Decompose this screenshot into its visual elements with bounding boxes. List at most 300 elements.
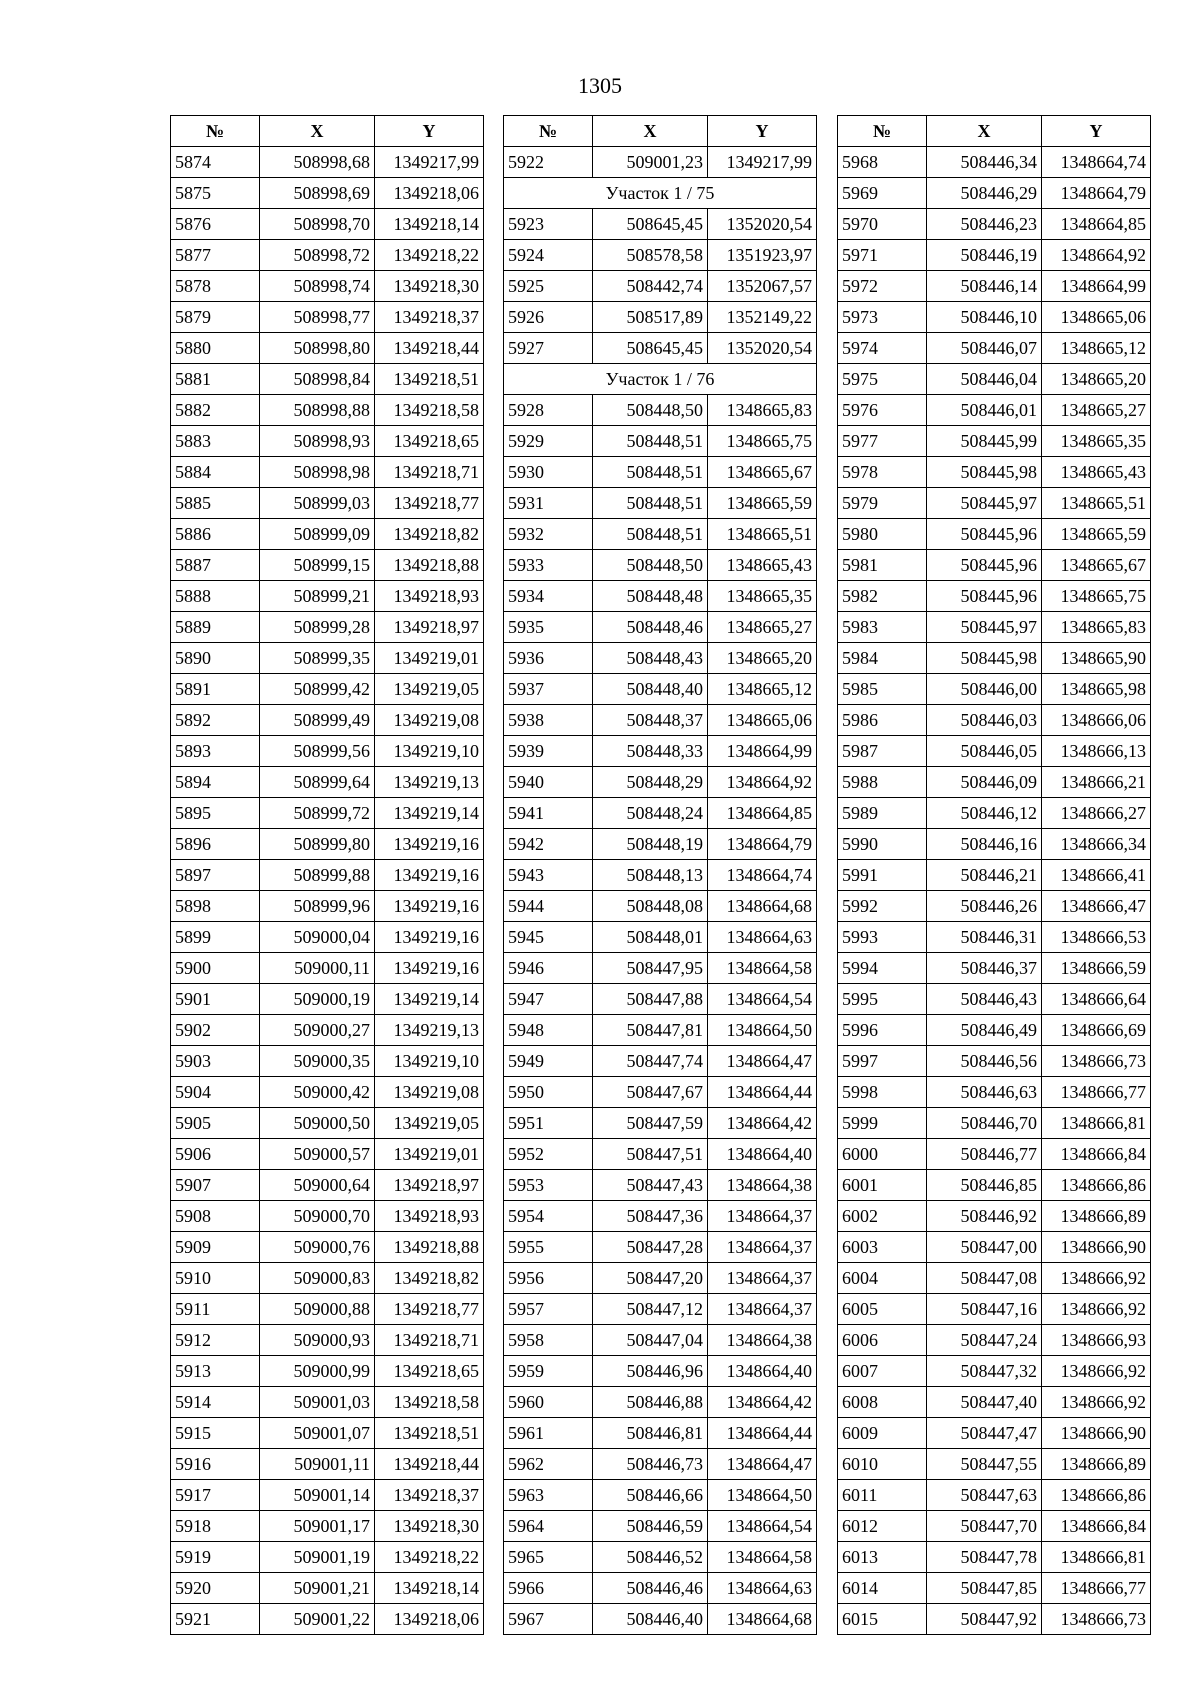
point-number: 5885 xyxy=(171,488,260,519)
point-number: 5986 xyxy=(838,705,927,736)
x-coordinate: 508446,07 xyxy=(927,333,1042,364)
x-coordinate: 508448,37 xyxy=(593,705,708,736)
x-coordinate: 508448,43 xyxy=(593,643,708,674)
table-row xyxy=(838,891,1151,922)
table-row xyxy=(838,271,1151,302)
x-coordinate: 508445,97 xyxy=(927,488,1042,519)
table-row xyxy=(171,891,484,922)
x-coordinate: 508447,20 xyxy=(593,1263,708,1294)
y-coordinate: 1348666,92 xyxy=(1042,1263,1151,1294)
y-coordinate: 1348664,47 xyxy=(708,1449,817,1480)
column-header-x: X xyxy=(260,116,375,147)
table-row xyxy=(838,860,1151,891)
x-coordinate: 508442,74 xyxy=(593,271,708,302)
y-coordinate: 1349218,93 xyxy=(375,581,484,612)
point-number: 5915 xyxy=(171,1418,260,1449)
y-coordinate: 1348666,06 xyxy=(1042,705,1151,736)
y-coordinate: 1349218,14 xyxy=(375,1573,484,1604)
table-row xyxy=(504,457,817,488)
x-coordinate: 508447,95 xyxy=(593,953,708,984)
x-coordinate: 508446,96 xyxy=(593,1356,708,1387)
y-coordinate: 1348664,50 xyxy=(708,1015,817,1046)
point-number: 5983 xyxy=(838,612,927,643)
y-coordinate: 1352149,22 xyxy=(708,302,817,333)
x-coordinate: 508446,63 xyxy=(927,1077,1042,1108)
y-coordinate: 1352020,54 xyxy=(708,209,817,240)
y-coordinate: 1349218,88 xyxy=(375,550,484,581)
x-coordinate: 508517,89 xyxy=(593,302,708,333)
point-number: 5961 xyxy=(504,1418,593,1449)
table-row xyxy=(171,1387,484,1418)
point-number: 5960 xyxy=(504,1387,593,1418)
section-title: Участок 1 / 76 xyxy=(504,364,817,395)
point-number: 5938 xyxy=(504,705,593,736)
y-coordinate: 1349219,08 xyxy=(375,705,484,736)
table-row xyxy=(504,1604,817,1635)
table-row xyxy=(504,767,817,798)
x-coordinate: 508998,68 xyxy=(260,147,375,178)
point-number: 5909 xyxy=(171,1232,260,1263)
table-row xyxy=(171,1015,484,1046)
x-coordinate: 509001,03 xyxy=(260,1387,375,1418)
table-row xyxy=(838,674,1151,705)
point-number: 5937 xyxy=(504,674,593,705)
x-coordinate: 508447,40 xyxy=(927,1387,1042,1418)
y-coordinate: 1348665,59 xyxy=(1042,519,1151,550)
x-coordinate: 508448,51 xyxy=(593,488,708,519)
x-coordinate: 508446,10 xyxy=(927,302,1042,333)
y-coordinate: 1348666,69 xyxy=(1042,1015,1151,1046)
point-number: 6009 xyxy=(838,1418,927,1449)
table-row xyxy=(171,1263,484,1294)
table-row xyxy=(504,860,817,891)
table-row xyxy=(838,1325,1151,1356)
table-row xyxy=(171,736,484,767)
x-coordinate: 509000,04 xyxy=(260,922,375,953)
table-row xyxy=(838,1573,1151,1604)
y-coordinate: 1348666,21 xyxy=(1042,767,1151,798)
x-coordinate: 508999,21 xyxy=(260,581,375,612)
table-row xyxy=(171,178,484,209)
x-coordinate: 508446,81 xyxy=(593,1418,708,1449)
point-number: 5996 xyxy=(838,1015,927,1046)
table-row xyxy=(504,581,817,612)
table-row xyxy=(171,457,484,488)
y-coordinate: 1348665,20 xyxy=(708,643,817,674)
x-coordinate: 508999,80 xyxy=(260,829,375,860)
point-number: 5971 xyxy=(838,240,927,271)
y-coordinate: 1349218,65 xyxy=(375,1356,484,1387)
table-row xyxy=(838,705,1151,736)
x-coordinate: 508445,98 xyxy=(927,643,1042,674)
y-coordinate: 1348666,92 xyxy=(1042,1387,1151,1418)
y-coordinate: 1349218,97 xyxy=(375,1170,484,1201)
x-coordinate: 509001,07 xyxy=(260,1418,375,1449)
point-number: 5934 xyxy=(504,581,593,612)
y-coordinate: 1348664,68 xyxy=(708,891,817,922)
y-coordinate: 1348664,92 xyxy=(1042,240,1151,271)
point-number: 5929 xyxy=(504,426,593,457)
point-number: 6006 xyxy=(838,1325,927,1356)
table-row xyxy=(838,953,1151,984)
table-row xyxy=(838,333,1151,364)
point-number: 5940 xyxy=(504,767,593,798)
table-row xyxy=(171,1449,484,1480)
point-number: 5947 xyxy=(504,984,593,1015)
y-coordinate: 1349218,93 xyxy=(375,1201,484,1232)
y-coordinate: 1348665,75 xyxy=(708,426,817,457)
point-number: 5962 xyxy=(504,1449,593,1480)
y-coordinate: 1348666,90 xyxy=(1042,1232,1151,1263)
y-coordinate: 1348666,73 xyxy=(1042,1604,1151,1635)
y-coordinate: 1349219,01 xyxy=(375,643,484,674)
x-coordinate: 508448,08 xyxy=(593,891,708,922)
table-row xyxy=(838,767,1151,798)
point-number: 5977 xyxy=(838,426,927,457)
x-coordinate: 508446,49 xyxy=(927,1015,1042,1046)
point-number: 5907 xyxy=(171,1170,260,1201)
point-number: 5919 xyxy=(171,1542,260,1573)
point-number: 5981 xyxy=(838,550,927,581)
table-row xyxy=(838,581,1151,612)
point-number: 5931 xyxy=(504,488,593,519)
y-coordinate: 1348666,53 xyxy=(1042,922,1151,953)
y-coordinate: 1349218,97 xyxy=(375,612,484,643)
y-coordinate: 1348665,90 xyxy=(1042,643,1151,674)
point-number: 5965 xyxy=(504,1542,593,1573)
y-coordinate: 1348664,38 xyxy=(708,1170,817,1201)
point-number: 5879 xyxy=(171,302,260,333)
point-number: 5959 xyxy=(504,1356,593,1387)
y-coordinate: 1348664,85 xyxy=(708,798,817,829)
x-coordinate: 509000,70 xyxy=(260,1201,375,1232)
x-coordinate: 508448,29 xyxy=(593,767,708,798)
point-number: 5920 xyxy=(171,1573,260,1604)
point-number: 5984 xyxy=(838,643,927,674)
table-row xyxy=(171,333,484,364)
x-coordinate: 508446,23 xyxy=(927,209,1042,240)
x-coordinate: 508446,92 xyxy=(927,1201,1042,1232)
table-row xyxy=(171,1418,484,1449)
point-number: 5912 xyxy=(171,1325,260,1356)
x-coordinate: 508999,03 xyxy=(260,488,375,519)
table-row xyxy=(838,1232,1151,1263)
x-coordinate: 508998,77 xyxy=(260,302,375,333)
x-coordinate: 508446,73 xyxy=(593,1449,708,1480)
point-number: 6010 xyxy=(838,1449,927,1480)
table-row xyxy=(504,209,817,240)
x-coordinate: 508445,96 xyxy=(927,550,1042,581)
section-row xyxy=(504,178,817,209)
point-number: 6004 xyxy=(838,1263,927,1294)
x-coordinate: 508998,93 xyxy=(260,426,375,457)
y-coordinate: 1348664,99 xyxy=(1042,271,1151,302)
table-row xyxy=(504,1015,817,1046)
table-row xyxy=(504,1573,817,1604)
table-row xyxy=(838,1480,1151,1511)
x-coordinate: 508446,37 xyxy=(927,953,1042,984)
y-coordinate: 1348664,40 xyxy=(708,1139,817,1170)
x-coordinate: 508999,09 xyxy=(260,519,375,550)
column-header-x: X xyxy=(927,116,1042,147)
table-row xyxy=(171,1542,484,1573)
table-row xyxy=(504,302,817,333)
x-coordinate: 508447,12 xyxy=(593,1294,708,1325)
point-number: 5995 xyxy=(838,984,927,1015)
y-coordinate: 1348665,67 xyxy=(708,457,817,488)
y-coordinate: 1348665,83 xyxy=(1042,612,1151,643)
x-coordinate: 508447,78 xyxy=(927,1542,1042,1573)
y-coordinate: 1348664,44 xyxy=(708,1077,817,1108)
table-row xyxy=(504,1294,817,1325)
point-number: 5953 xyxy=(504,1170,593,1201)
point-number: 5935 xyxy=(504,612,593,643)
y-coordinate: 1348665,35 xyxy=(708,581,817,612)
point-number: 5963 xyxy=(504,1480,593,1511)
point-number: 5903 xyxy=(171,1046,260,1077)
y-coordinate: 1348666,92 xyxy=(1042,1294,1151,1325)
table-row xyxy=(838,1294,1151,1325)
point-number: 5939 xyxy=(504,736,593,767)
point-number: 5970 xyxy=(838,209,927,240)
table-row xyxy=(171,147,484,178)
y-coordinate: 1348664,58 xyxy=(708,953,817,984)
y-coordinate: 1349218,71 xyxy=(375,457,484,488)
table-row xyxy=(838,178,1151,209)
table-row xyxy=(838,1387,1151,1418)
table-row xyxy=(504,984,817,1015)
y-coordinate: 1348665,83 xyxy=(708,395,817,426)
table-row xyxy=(838,1604,1151,1635)
point-number: 6015 xyxy=(838,1604,927,1635)
x-coordinate: 508447,24 xyxy=(927,1325,1042,1356)
column-header-number: № xyxy=(171,116,260,147)
x-coordinate: 508448,50 xyxy=(593,395,708,426)
y-coordinate: 1349218,51 xyxy=(375,364,484,395)
y-coordinate: 1348666,81 xyxy=(1042,1108,1151,1139)
table-row xyxy=(171,271,484,302)
point-number: 5978 xyxy=(838,457,927,488)
y-coordinate: 1348666,90 xyxy=(1042,1418,1151,1449)
point-number: 5950 xyxy=(504,1077,593,1108)
y-coordinate: 1348665,27 xyxy=(1042,395,1151,426)
table-row xyxy=(504,147,817,178)
x-coordinate: 509001,19 xyxy=(260,1542,375,1573)
point-number: 5926 xyxy=(504,302,593,333)
point-number: 5946 xyxy=(504,953,593,984)
point-number: 6008 xyxy=(838,1387,927,1418)
point-number: 5892 xyxy=(171,705,260,736)
point-number: 5951 xyxy=(504,1108,593,1139)
x-coordinate: 508999,15 xyxy=(260,550,375,581)
table-row xyxy=(504,1480,817,1511)
table-row xyxy=(504,519,817,550)
table-row xyxy=(504,705,817,736)
x-coordinate: 508446,09 xyxy=(927,767,1042,798)
x-coordinate: 508446,66 xyxy=(593,1480,708,1511)
table-row xyxy=(171,612,484,643)
table-row xyxy=(838,488,1151,519)
y-coordinate: 1348665,51 xyxy=(708,519,817,550)
point-number: 5894 xyxy=(171,767,260,798)
point-number: 5923 xyxy=(504,209,593,240)
table-row xyxy=(171,829,484,860)
table-row xyxy=(838,643,1151,674)
coordinates-table-3 xyxy=(837,115,1151,1635)
point-number: 5968 xyxy=(838,147,927,178)
x-coordinate: 508447,08 xyxy=(927,1263,1042,1294)
point-number: 5954 xyxy=(504,1201,593,1232)
y-coordinate: 1349218,37 xyxy=(375,1480,484,1511)
table-row xyxy=(838,550,1151,581)
y-coordinate: 1349218,77 xyxy=(375,488,484,519)
table-row xyxy=(838,798,1151,829)
x-coordinate: 508998,70 xyxy=(260,209,375,240)
table-row xyxy=(171,240,484,271)
y-coordinate: 1348665,20 xyxy=(1042,364,1151,395)
table-row xyxy=(838,829,1151,860)
table-row xyxy=(171,1046,484,1077)
y-coordinate: 1348664,58 xyxy=(708,1542,817,1573)
table-header-row xyxy=(171,116,484,147)
x-coordinate: 508447,43 xyxy=(593,1170,708,1201)
table-row xyxy=(504,1263,817,1294)
x-coordinate: 508448,13 xyxy=(593,860,708,891)
x-coordinate: 508448,19 xyxy=(593,829,708,860)
table-row xyxy=(838,147,1151,178)
table-row xyxy=(504,922,817,953)
x-coordinate: 508446,16 xyxy=(927,829,1042,860)
x-coordinate: 509001,21 xyxy=(260,1573,375,1604)
y-coordinate: 1348666,77 xyxy=(1042,1077,1151,1108)
x-coordinate: 509001,23 xyxy=(593,147,708,178)
table-row xyxy=(171,798,484,829)
x-coordinate: 508448,24 xyxy=(593,798,708,829)
table-row xyxy=(171,1604,484,1635)
table-row xyxy=(171,1201,484,1232)
y-coordinate: 1348664,37 xyxy=(708,1201,817,1232)
point-number: 5908 xyxy=(171,1201,260,1232)
point-number: 5924 xyxy=(504,240,593,271)
y-coordinate: 1348666,89 xyxy=(1042,1449,1151,1480)
y-coordinate: 1348666,47 xyxy=(1042,891,1151,922)
x-coordinate: 509000,42 xyxy=(260,1077,375,1108)
x-coordinate: 508448,50 xyxy=(593,550,708,581)
table-row xyxy=(504,1387,817,1418)
point-number: 5952 xyxy=(504,1139,593,1170)
point-number: 5896 xyxy=(171,829,260,860)
table-row xyxy=(171,1480,484,1511)
y-coordinate: 1348664,37 xyxy=(708,1232,817,1263)
y-coordinate: 1349218,58 xyxy=(375,395,484,426)
x-coordinate: 508446,04 xyxy=(927,364,1042,395)
y-coordinate: 1348666,89 xyxy=(1042,1201,1151,1232)
x-coordinate: 508999,28 xyxy=(260,612,375,643)
point-number: 5966 xyxy=(504,1573,593,1604)
x-coordinate: 508998,72 xyxy=(260,240,375,271)
x-coordinate: 508999,72 xyxy=(260,798,375,829)
x-coordinate: 508448,51 xyxy=(593,426,708,457)
x-coordinate: 508446,19 xyxy=(927,240,1042,271)
point-number: 5964 xyxy=(504,1511,593,1542)
point-number: 5910 xyxy=(171,1263,260,1294)
column-header-y: Y xyxy=(708,116,817,147)
y-coordinate: 1349218,22 xyxy=(375,1542,484,1573)
coordinates-table-1 xyxy=(170,115,484,1635)
table-row xyxy=(504,395,817,426)
y-coordinate: 1349218,82 xyxy=(375,1263,484,1294)
page-number: 1305 xyxy=(578,73,622,98)
table-row xyxy=(838,395,1151,426)
x-coordinate: 508447,92 xyxy=(927,1604,1042,1635)
y-coordinate: 1349219,01 xyxy=(375,1139,484,1170)
x-coordinate: 508998,88 xyxy=(260,395,375,426)
x-coordinate: 508447,16 xyxy=(927,1294,1042,1325)
y-coordinate: 1349218,44 xyxy=(375,1449,484,1480)
y-coordinate: 1349218,77 xyxy=(375,1294,484,1325)
table-row xyxy=(504,829,817,860)
table-row xyxy=(171,488,484,519)
point-number: 5884 xyxy=(171,457,260,488)
table-row xyxy=(838,984,1151,1015)
table-row xyxy=(504,550,817,581)
x-coordinate: 508446,40 xyxy=(593,1604,708,1635)
table-row xyxy=(504,426,817,457)
x-coordinate: 508446,00 xyxy=(927,674,1042,705)
point-number: 5906 xyxy=(171,1139,260,1170)
y-coordinate: 1348666,84 xyxy=(1042,1139,1151,1170)
y-coordinate: 1348665,06 xyxy=(1042,302,1151,333)
y-coordinate: 1348664,44 xyxy=(708,1418,817,1449)
table-row xyxy=(171,426,484,457)
point-number: 5975 xyxy=(838,364,927,395)
point-number: 5997 xyxy=(838,1046,927,1077)
y-coordinate: 1349218,30 xyxy=(375,271,484,302)
point-number: 5891 xyxy=(171,674,260,705)
point-number: 5925 xyxy=(504,271,593,302)
y-coordinate: 1349219,16 xyxy=(375,860,484,891)
point-number: 5911 xyxy=(171,1294,260,1325)
table-row xyxy=(838,519,1151,550)
point-number: 5900 xyxy=(171,953,260,984)
table-row xyxy=(171,209,484,240)
table-row xyxy=(504,798,817,829)
x-coordinate: 509000,35 xyxy=(260,1046,375,1077)
y-coordinate: 1348664,63 xyxy=(708,922,817,953)
y-coordinate: 1348664,42 xyxy=(708,1108,817,1139)
point-number: 5901 xyxy=(171,984,260,1015)
x-coordinate: 509000,50 xyxy=(260,1108,375,1139)
point-number: 5881 xyxy=(171,364,260,395)
x-coordinate: 508645,45 xyxy=(593,333,708,364)
y-coordinate: 1349217,99 xyxy=(375,147,484,178)
table-row xyxy=(171,302,484,333)
table-row xyxy=(171,643,484,674)
y-coordinate: 1348664,63 xyxy=(708,1573,817,1604)
table-row xyxy=(838,736,1151,767)
x-coordinate: 508446,59 xyxy=(593,1511,708,1542)
y-coordinate: 1349218,71 xyxy=(375,1325,484,1356)
x-coordinate: 509000,76 xyxy=(260,1232,375,1263)
y-coordinate: 1348664,50 xyxy=(708,1480,817,1511)
x-coordinate: 508448,33 xyxy=(593,736,708,767)
point-number: 5955 xyxy=(504,1232,593,1263)
y-coordinate: 1348665,43 xyxy=(1042,457,1151,488)
point-number: 5949 xyxy=(504,1046,593,1077)
x-coordinate: 508448,48 xyxy=(593,581,708,612)
point-number: 5987 xyxy=(838,736,927,767)
x-coordinate: 508448,51 xyxy=(593,519,708,550)
